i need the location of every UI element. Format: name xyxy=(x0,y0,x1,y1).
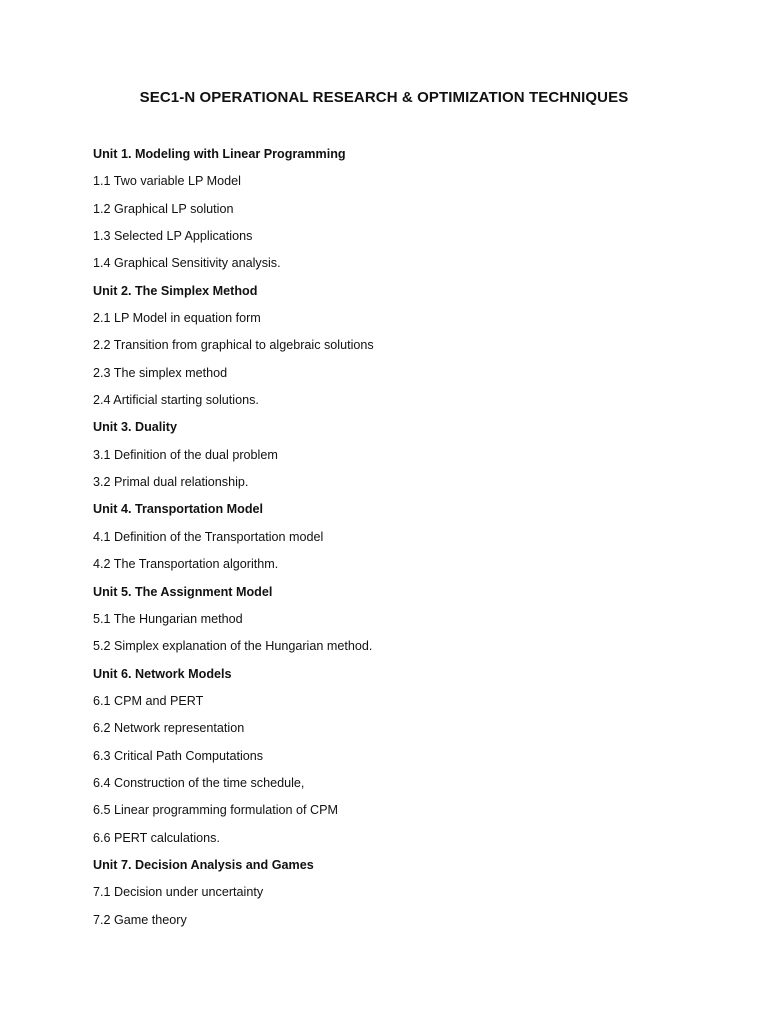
unit-heading: Unit 6. Network Models xyxy=(93,666,232,681)
topic-item: 6.3 Critical Path Computations xyxy=(93,748,264,763)
topic-item: 6.2 Network representation xyxy=(93,721,245,736)
topic-item: 7.2 Game theory xyxy=(93,912,187,927)
topic-item: 2.3 The simplex method xyxy=(93,365,228,380)
topic-item: 1.3 Selected LP Applications xyxy=(93,229,253,244)
document-title: SEC1-N OPERATIONAL RESEARCH & OPTIMIZATION TECHNIQUES xyxy=(139,89,629,106)
topic-item: 1.2 Graphical LP solution xyxy=(93,201,234,216)
topic-item: 1.4 Graphical Sensitivity analysis. xyxy=(93,256,281,271)
unit-heading: Unit 3. Duality xyxy=(93,420,177,435)
unit-heading: Unit 5. The Assignment Model xyxy=(93,584,273,599)
topic-item: 6.6 PERT calculations. xyxy=(93,830,220,845)
topic-item: 2.4 Artificial starting solutions. xyxy=(93,393,259,408)
topic-item: 4.1 Definition of the Transportation model xyxy=(93,529,324,544)
syllabus-list xyxy=(93,146,713,939)
topic-item: 5.2 Simplex explanation of the Hungarian method. xyxy=(93,639,373,654)
topic-item: 3.2 Primal dual relationship. xyxy=(93,475,249,490)
topic-item: 6.1 CPM and PERT xyxy=(93,693,204,708)
unit-heading: Unit 2. The Simplex Method xyxy=(93,283,258,298)
topic-item: 3.1 Definition of the dual problem xyxy=(93,447,278,462)
topic-item: 1.1 Two variable LP Model xyxy=(93,174,241,189)
unit-heading: Unit 4. Transportation Model xyxy=(93,502,264,517)
topic-item: 6.5 Linear programming formulation of CPM xyxy=(93,803,338,818)
topic-item: 7.1 Decision under uncertainty xyxy=(93,885,264,900)
topic-item: 6.4 Construction of the time schedule, xyxy=(93,775,305,790)
topic-item: 2.1 LP Model in equation form xyxy=(93,311,261,326)
unit-heading: Unit 1. Modeling with Linear Programming xyxy=(93,147,346,161)
topic-item: 2.2 Transition from graphical to algebraic solutions xyxy=(93,338,374,353)
topic-item: 5.1 The Hungarian method xyxy=(93,611,243,626)
topic-item: 4.2 The Transportation algorithm. xyxy=(93,557,279,572)
unit-heading: Unit 7. Decision Analysis and Games xyxy=(93,857,314,872)
